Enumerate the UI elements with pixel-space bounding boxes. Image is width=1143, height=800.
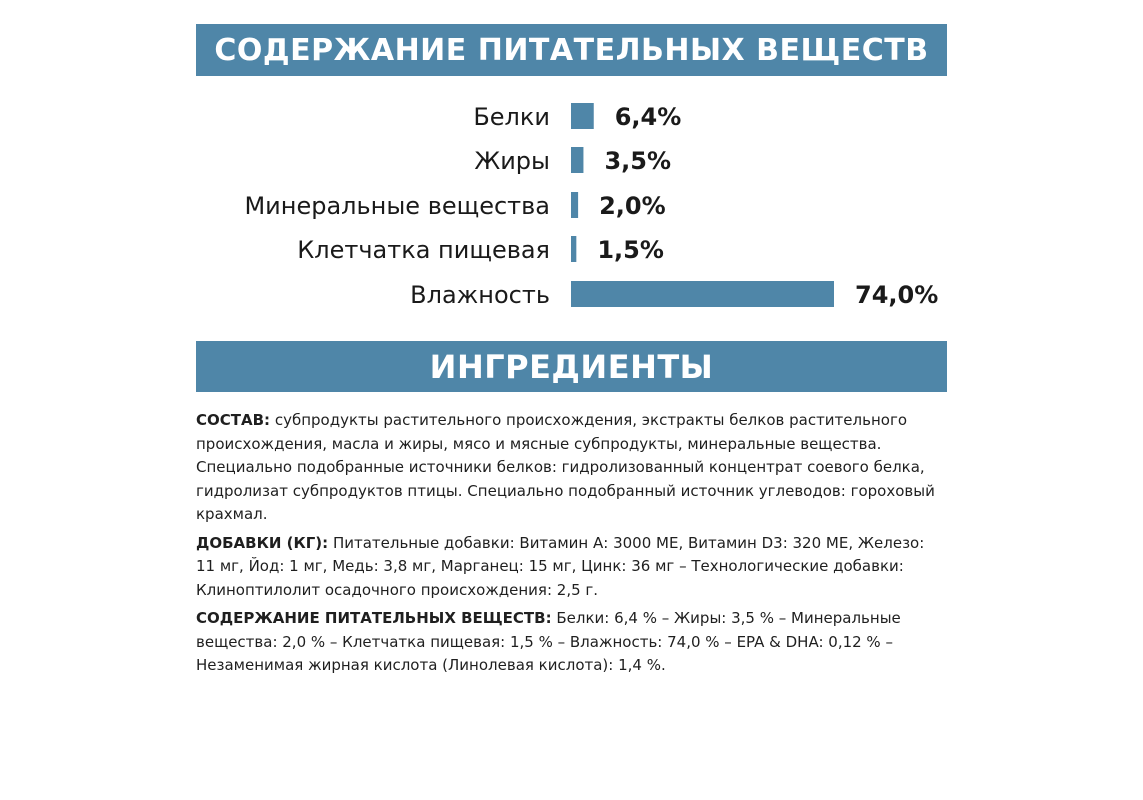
composition-label: СОСТАВ: bbox=[196, 411, 271, 429]
bar-value-label: 1,5% bbox=[597, 236, 664, 264]
bar-value-label: 3,5% bbox=[604, 147, 672, 175]
additives-label: ДОБАВКИ (КГ): bbox=[196, 533, 329, 552]
additives-paragraph bbox=[196, 532, 946, 603]
bar-category-label: Жиры bbox=[474, 147, 550, 175]
composition-text: субпродукты растительного происхождения, экстракты белков растительного происхождения, масла и жиры, мясо и мясные субпродукты, минеральные вещества. Специально подобранные источники белков: гидролизованный концентрат соевого белка, гидролизат субпродуктов птицы. Специально подобранный источник углеводов: гороховый крахмал. bbox=[196, 411, 935, 523]
bar bbox=[571, 147, 583, 173]
bar-value-label: 6,4% bbox=[614, 103, 682, 131]
nutrients-label: СОДЕРЖАНИЕ ПИТАТЕЛЬНЫХ ВЕЩЕСТВ: bbox=[196, 609, 552, 627]
additives-text: Питательные добавки: Витамин А: 3000 МЕ, Витамин D3: 320 МЕ, Железо: 11 мг, Йод: 1 мг, Медь: 3,8 мг, Марганец: 15 мг, Цинк: 36 мг – Технологические добавки: Клиноптилолит осадочного происхождения: 2,5 г. bbox=[196, 533, 925, 599]
nutrients-section-title: СОДЕРЖАНИЕ ПИТАТЕЛЬНЫХ ВЕЩЕСТВ bbox=[196, 24, 947, 76]
bar-category-label: Минеральные вещества bbox=[244, 192, 550, 220]
bar bbox=[571, 103, 594, 129]
ingredients-section-title: ИНГРЕДИЕНТЫ bbox=[196, 341, 947, 392]
ingredients-text-block bbox=[196, 409, 946, 683]
composition-paragraph bbox=[196, 409, 946, 527]
bar-value-label: 74,0% bbox=[855, 281, 939, 309]
bar-value-label: 2,0% bbox=[599, 192, 666, 220]
bar-category-label: Клетчатка пищевая bbox=[297, 236, 550, 264]
bar bbox=[571, 192, 578, 218]
bar bbox=[571, 281, 834, 307]
bar-category-label: Белки bbox=[473, 103, 550, 131]
bar-category-label: Влажность bbox=[410, 281, 550, 309]
nutrients-paragraph bbox=[196, 607, 946, 678]
nutrients-text: Белки: 6,4 % – Жиры: 3,5 % – Минеральные вещества: 2,0 % – Клетчатка пищевая: 1,5 % – Влажность: 74,0 % – EPA & DHA: 0,12 % – Незаменимая жирная кислота (Линолевая кислота): 1,4 %. bbox=[196, 609, 901, 674]
bar bbox=[571, 236, 576, 262]
